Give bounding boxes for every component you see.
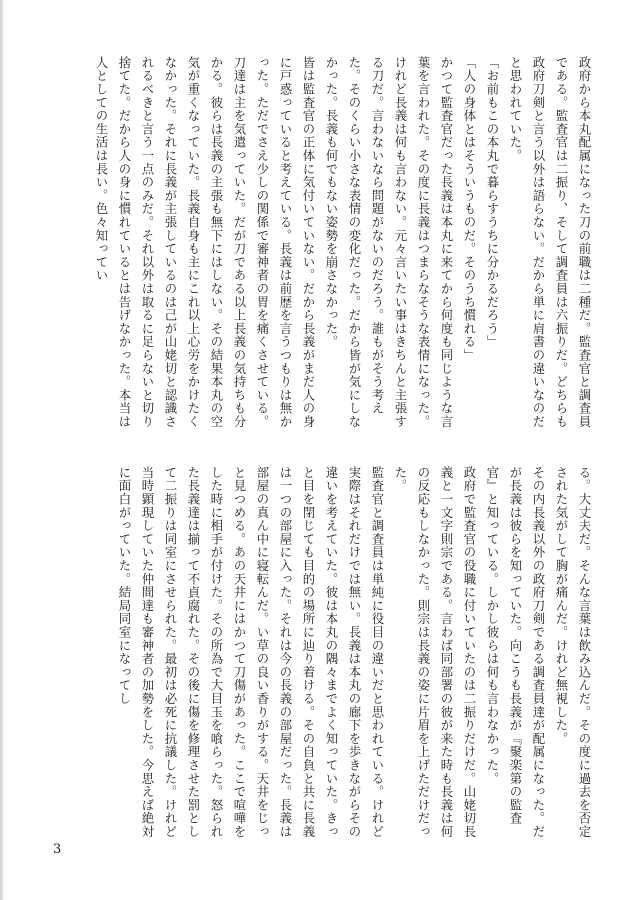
paragraph: 「人の身体とはそういうものだ。そのうち慣れる」 [462,56,477,362]
paragraph: その内長義以外の政府刀剣である調査員達が配属になった。だが長義は彼らを知っていた。向こうも長義が『聚楽第の監査官』と知っている。しかし彼らは何も言わなかった。 [485,466,546,839]
paragraph: 監査官と調査員は単純に役目の違いだと思われている。けれど実際はそれだけでは無い。長義は本丸の廊下を歩きながらその違いを考えていた。彼は本丸の隅々までよく知っていた。きっと目を閉じても目的の場所に辿り着ける。その自負と共に長義は一つの部屋に入った。それは今の長義の部屋だった。長義は部屋の真ん中に寝転んだ。い草の良い香りがする。天井をじっと見つめる。あの天井にはかつて刀傷があった。ここで喧嘩をした時に相手が付けた。その所為で大目玉を喰らった。怒られた長義達は揃って不貞腐れた。その後に傷を修理させた罰として二振りは同室にさせられた。最初は必死に抗議した。けれど当時顕現していた仲間達も審神者の加勢をした。今思えば絶対に面白がっていた。結局同室になってし [117,466,385,839]
paragraph: 皆は監査官の正体に気付いていない。だから長義がまだ人の身に戸惑っていると考えている。長義は前歴を言うつもりは無かった。ただでさえ少しの関係で審神者の胃を痛くさせている。刀達は主を気遣っていた。だが刀である以上長義の気持ちも分かる。彼らは長義の主張も無下にはしない。その結果本丸の空気が重くなっていた。長義自身も主にこれ以上心労をかけたくなかった。それに長義が主張しているのは己が山姥切と認識されるべきと言う一点のみだ。それ以外は取るに足らないと切り捨てた。だから人の身に慣れているとは告げなかった。本当は人としての生活は長い。色々知ってい [94,56,316,429]
page-edge-shadow [1,0,4,900]
text-block-top [61,56,596,441]
paragraph: る。大丈夫だ。そんな言葉は飲み込んだ。その度に過去を否定された気がして胸が痛んだ。けれど無視した。 [554,466,592,839]
paragraph: 政府から本丸配属になった刀の前職は二種だ。監査官と調査員である。監査官は二振り、そして調査員は六振りだ。どちらも政府刀剣と言う以外は語らない。だから単に肩書の違いなのだと思われていた。 [508,56,592,429]
page-number: 3 [53,842,62,857]
paragraph: 政府で監査官の役職に付いていたのは二振りだけだ。山姥切長義と一文字則宗である。言わば同部署の彼が来た時も長義は何の反応もしなかった。則宗は長義の姿に片眉を上げただけだった。 [393,466,477,839]
paragraph: かつて監査官だった長義は本丸に来てから何度も同じような言葉を言われた。その度に長義はつまらなそうな表情になった。けれど長義は何も言わない。元々言いたい事はきちんと主張する刀だ。言わないなら問題がないのだろう。誰もがそう考えた。そのくらい小さな表情の変化だった。だから皆が気にしなかった。長義も何でもない姿勢を崩さなかった。 [324,56,454,429]
text-block-bottom [61,466,596,844]
paragraph: 「お前もこの本丸で暮らすうちに分かるだろう」 [485,56,500,349]
